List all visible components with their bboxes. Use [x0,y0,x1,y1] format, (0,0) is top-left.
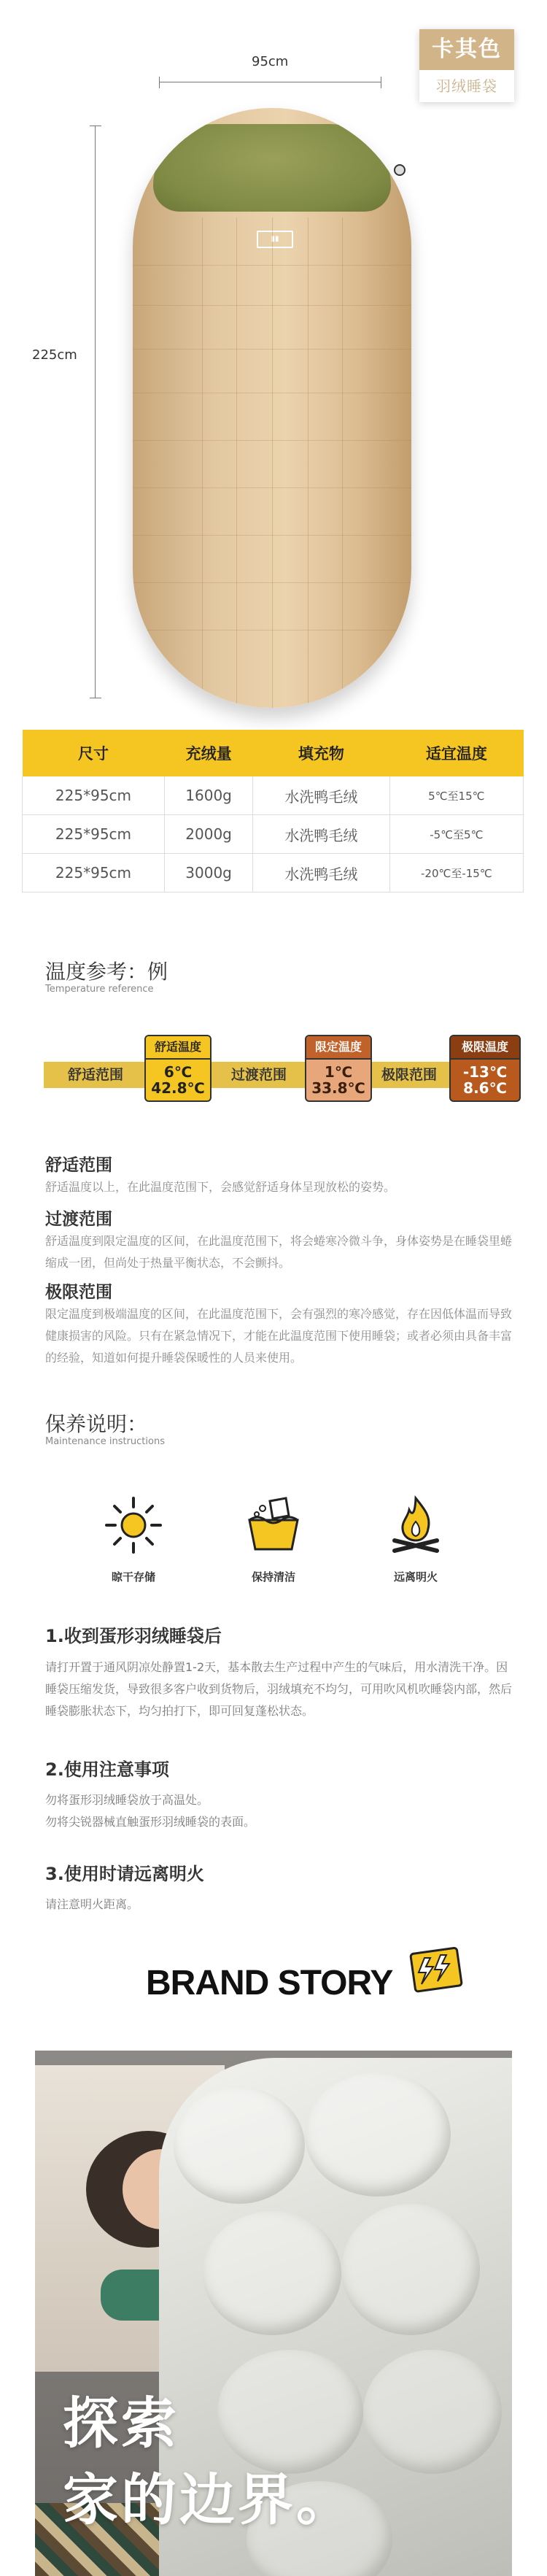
comfort-temp-card [144,1035,212,1102]
table-cell: 2000g [164,815,252,854]
table-header: 适宜温度 [389,730,523,776]
table-header: 充绒量 [164,730,252,776]
table-cell: -20℃至-15℃ [389,854,523,892]
quilt-line [308,217,309,708]
extreme-temp-card [449,1035,521,1102]
table-row [23,776,524,815]
brand-logo-icon: ▮▮ [257,231,293,248]
no-fire-icon [383,1492,449,1558]
wash-basin-icon [241,1492,306,1558]
puff [341,2204,480,2335]
puff [305,2072,451,2197]
care-label-fire: 远离明火 [393,1570,438,1584]
care-section-3-title: 3.使用时请远离明火 [45,1864,204,1884]
lightning-badge-icon [408,1945,465,1996]
puff [174,2087,305,2204]
comfort-range-title: 舒适范围 [45,1156,112,1175]
length-dimension-label: 225cm [32,347,77,363]
limit-temp-fahrenheit: 33.8℃ [311,1079,365,1097]
length-dimension-line [95,126,96,698]
table-cell: 225*95cm [23,854,165,892]
table-cell: 225*95cm [23,776,165,815]
product-type: 羽绒睡袋 [436,77,497,95]
care-title: 保养说明： [45,1412,148,1436]
zipper-pull-icon [394,164,406,176]
table-cell: 水洗鸭毛绒 [253,815,389,854]
extreme-temp-celsius: -13℃ [462,1063,508,1081]
quilt-line [133,349,411,350]
quilt-line [236,217,237,708]
zone-transition-label: 过渡范围 [230,1067,287,1083]
brand-story-title: BRAND STORY [146,1964,393,2002]
quilt-line [133,487,411,488]
table-row [23,815,524,854]
comfort-range-text: 舒适温度以上，在此温度范围下，会感觉舒适身体呈现放松的姿势。 [45,1180,396,1194]
quilt-line [133,440,411,441]
care-section-2-text: 勿将蛋形羽绒睡袋放于高温处。 勿将尖锐器械直触蛋形羽绒睡袋的表面。 [45,1793,256,1829]
quilt-line [202,217,203,708]
temperature-subtitle: Temperature reference [45,984,154,995]
quilt-line [133,265,411,266]
limit-temp-card [305,1035,372,1102]
table-cell: 水洗鸭毛绒 [253,776,389,815]
brand-photo [35,2051,512,2576]
comfort-temp-label: 舒适温度 [146,1036,210,1060]
care-label-dry: 晾干存储 [111,1570,155,1584]
limit-range-text: 限定温度到极端温度的区间，在此温度范围下，会有强烈的寒冷感觉，存在因低体温而导致健康损害的风险。只有在紧急情况下，才能在此温度范围下使用睡袋；或者必须由具备丰富的经验，知道如何提升睡袋保暖性的人员来使用。 [45,1307,513,1365]
width-dimension-label: 95cm [252,54,289,69]
color-tag [419,29,514,102]
quilt-line [272,217,273,708]
care-section-1-text: 请打开置于通风阴凉处静置1-2天，基本散去生产过程中产生的气味后，用水清洗干净。因睡袋压缩发货，导致很多客户收到货物后，羽绒填充不均匀，可用吹风机吹睡袋内部，然后睡袋膨胀状态下，均匀拍打下，即可回复蓬松状态。 [45,1660,513,1718]
table-cell: -5℃至5℃ [389,815,523,854]
sun-icon [101,1492,166,1558]
extreme-temp-fahrenheit: 8.6℃ [463,1079,507,1097]
temperature-title: 温度参考：例 [45,960,168,984]
care-section-2-title: 2.使用注意事项 [45,1759,169,1780]
quilt-line [133,535,411,536]
sleeping-bag-image [133,108,411,708]
limit-temp-label: 限定温度 [306,1036,371,1060]
sleeping-bag-hood [153,124,391,212]
quilt-line [133,305,411,306]
photo-headline-2: 家的边界。 [63,2467,354,2532]
care-label-clean: 保持清洁 [251,1570,295,1584]
comfort-temp-fahrenheit: 42.8℃ [151,1079,205,1097]
table-header: 尺寸 [23,730,165,776]
zone-comfort-label: 舒适范围 [67,1067,123,1083]
quilt-line [133,582,411,583]
table-cell: 水洗鸭毛绒 [253,854,389,892]
table-row [23,854,524,892]
puff [363,2350,502,2474]
table-header: 填充物 [253,730,389,776]
limit-range-title: 极限范围 [45,1283,112,1302]
extreme-temp-label: 极限温度 [451,1036,519,1060]
table-cell: 5℃至15℃ [389,776,523,815]
care-section-3-text: 请注意明火距离。 [45,1897,139,1911]
photo-headline-1: 探索 [63,2391,179,2456]
table-cell: 3000g [164,854,252,892]
limit-temp-celsius: 1℃ [324,1063,353,1081]
spec-table [22,730,524,892]
quilt-line [342,217,343,708]
color-name: 卡其色 [419,29,514,70]
transition-range-text: 舒适温度到限定温度的区间，在此温度范围下，将会蜷寒冷微斗争，身体姿势是在睡袋里蜷缩成一团，但尚处于热量平衡状态，不会颤抖。 [45,1234,513,1270]
puff [203,2211,341,2335]
care-subtitle: Maintenance instructions [45,1436,165,1447]
zone-limit-label: 极限范围 [381,1067,437,1083]
care-section-1-title: 1.收到蛋形羽绒睡袋后 [45,1626,222,1646]
table-cell: 1600g [164,776,252,815]
comfort-temp-celsius: 6℃ [163,1063,193,1081]
table-cell: 225*95cm [23,815,165,854]
transition-range-title: 过渡范围 [45,1210,112,1229]
